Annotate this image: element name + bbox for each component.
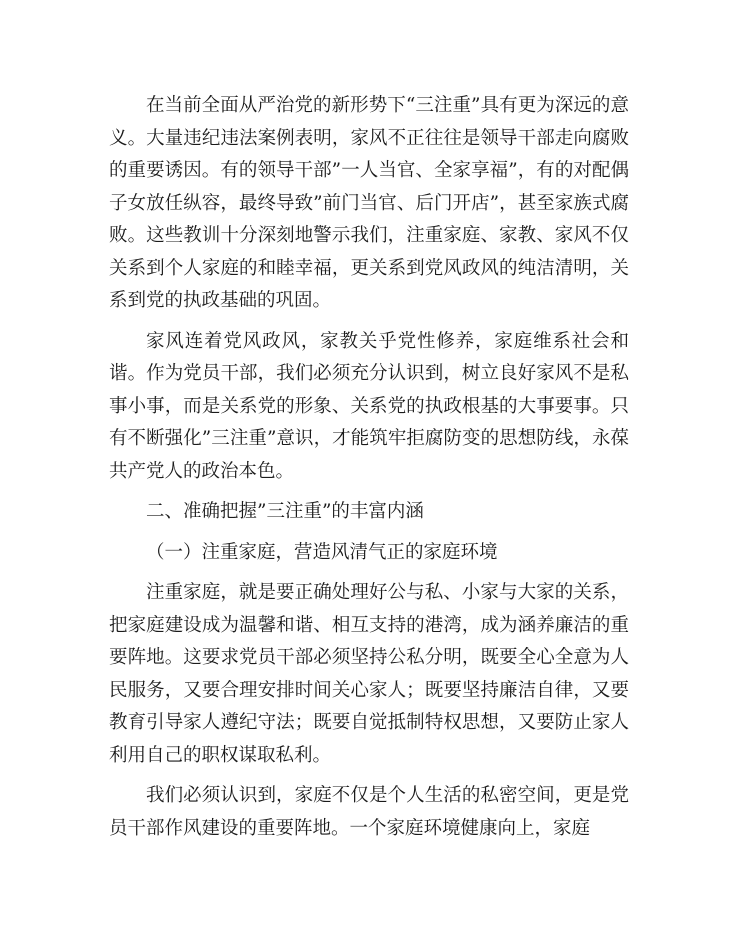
paragraph-3: 注重家庭，就是要正确处理好公与私、小家与大家的关系，把家庭建设成为温馨和谐、相互支持的港湾，成为涵养廉洁的重要阵地。这要求党员干部必须坚持公私分明，既要全心全意为人民服务，又要合理安排时间关心家人；既要坚持廉洁自律，又要教育引导家人遵纪守法；既要自觉抵制特权思想，又要防止家人利用自己的职权谋取私利。 <box>109 582 629 766</box>
paragraph-4: 我们必须认识到，家庭不仅是个人生活的私密空间，更是党员干部作风建设的重要阵地。一个家庭环境健康向上，家庭 <box>109 785 629 839</box>
document-body <box>109 90 629 853</box>
paragraph-1: 在当前全面从严治党的新形势下“三注重”具有更为深远的意义。大量违纪违法案例表明，家风不正往往是领导干部走向腐败的重要诱因。有的领导干部”一人当官、全家享福”，有的对配偶子女放任纵容，最终导致”前门当官、后门开店”，甚至家族式腐败。这些教训十分深刻地警示我们，注重家庭、家教、家风不仅关系到个人家庭的和睦幸福，更关系到党风政风的纯洁清明，关系到党的执政基础的巩固。 <box>109 95 629 311</box>
subsection-heading: （一）注重家庭，营造风清气正的家庭环境 <box>146 541 498 563</box>
paragraph-2: 家风连着党风政风，家教关乎党性修养，家庭维系社会和谐。作为党员干部，我们必须充分认识到，树立良好家风不是私事小事，而是关系党的形象、关系党的执政根基的大事要事。只有不断强化”三注重”意识，才能筑牢拒腐防变的思想防线，永葆共产党人的政治本色。 <box>109 330 629 482</box>
section-heading: 二、准确把握”三注重”的丰富内涵 <box>146 501 424 522</box>
